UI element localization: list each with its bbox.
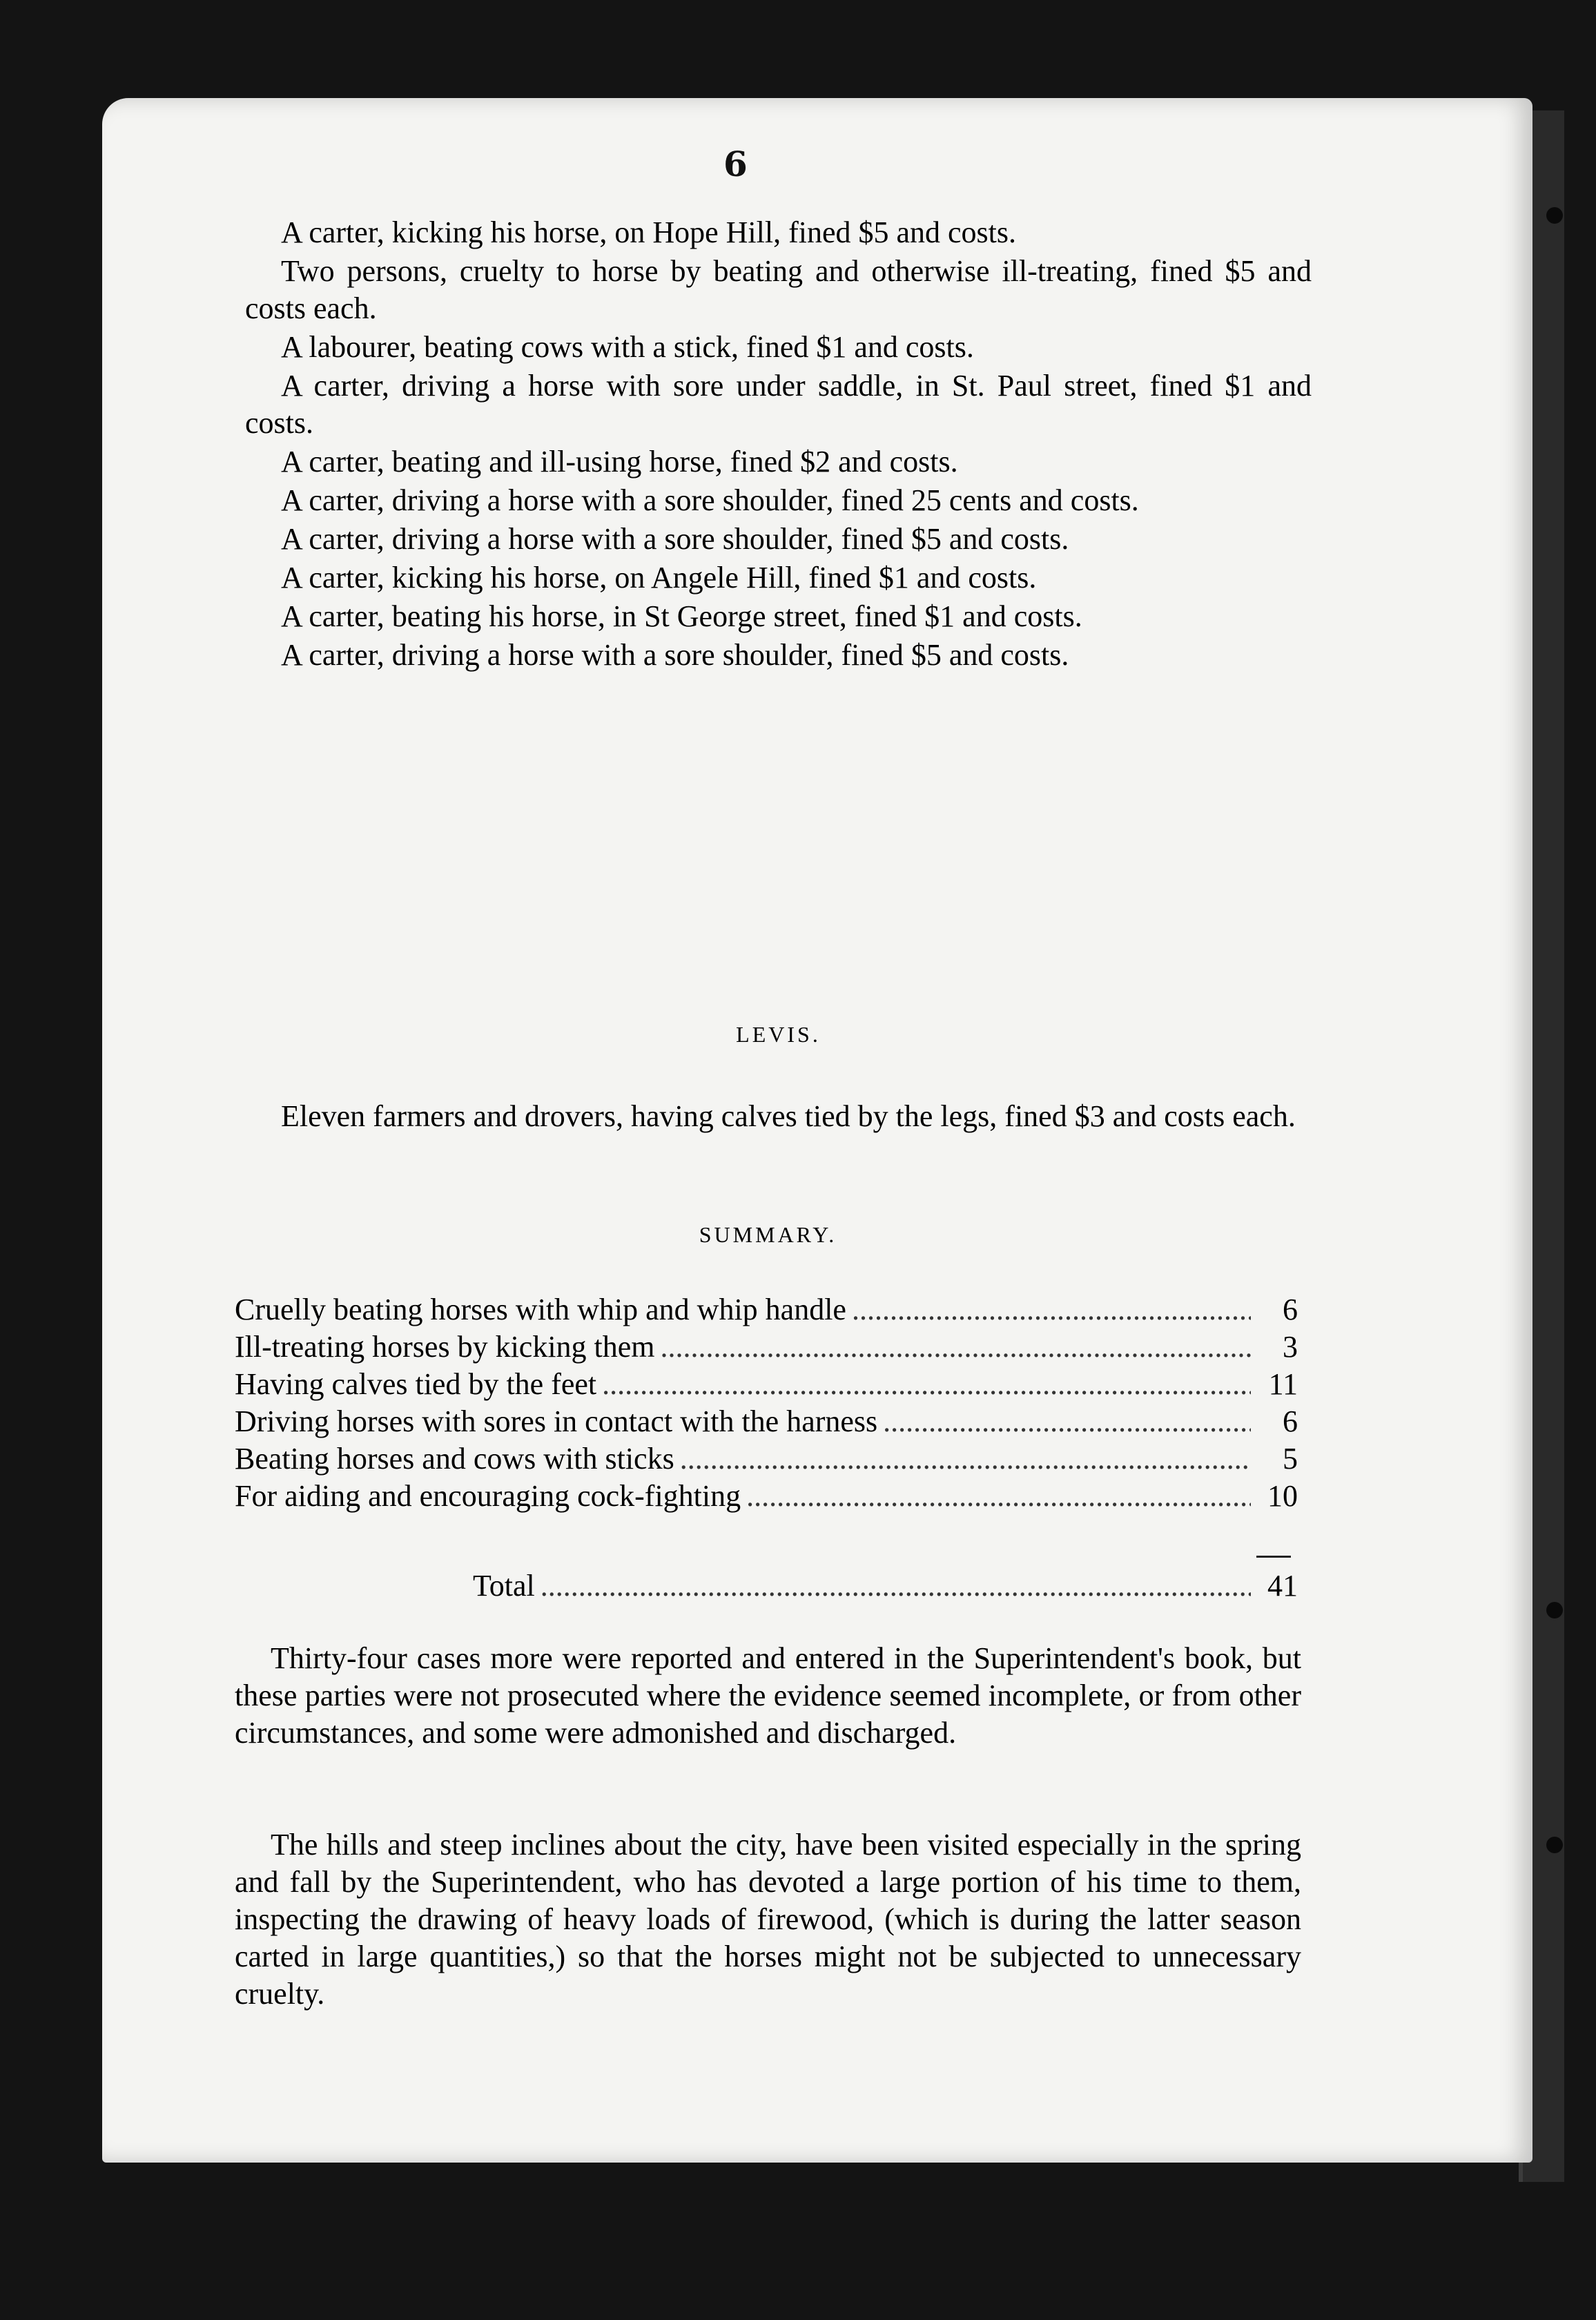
prosecution-entries	[245, 214, 1312, 675]
summary-row-label: Ill-treating horses by kicking them	[235, 1330, 655, 1364]
page-number: 6	[723, 144, 748, 184]
closing-paragraph: Thirty-four cases more were reported and entered in the Superintendent's book, but these parties were not prosecuted where the evidence seemed incomplete, or from other circumstances, and some were admonished and discharged.	[235, 1641, 1301, 1750]
levis-section	[245, 1098, 1312, 1137]
dot-leader	[602, 1366, 1251, 1403]
total-value: 41	[1267, 1569, 1298, 1603]
dot-leader	[852, 1291, 1251, 1328]
summary-row-value: 6	[1283, 1293, 1298, 1326]
summary-row-value: 3	[1283, 1330, 1298, 1364]
summary-row-value: 11	[1268, 1367, 1298, 1401]
summary-row	[235, 1440, 1298, 1478]
levis-paragraph: Eleven farmers and drovers, having calves tied by the legs, fined $3 and costs each.	[281, 1099, 1296, 1133]
summary-total-row	[473, 1567, 1298, 1605]
summary-row	[235, 1291, 1298, 1328]
summary-row-value: 10	[1267, 1479, 1298, 1513]
summary-row	[235, 1328, 1298, 1366]
entry-paragraph: A carter, driving a horse with a sore shoulder, fined $5 and costs.	[281, 522, 1069, 556]
entry-paragraph: A carter, beating his horse, in St George street, fined $1 and costs.	[281, 599, 1082, 633]
total-rule	[1256, 1556, 1291, 1558]
binding-holes	[1546, 207, 1567, 1933]
entry-paragraph: A carter, beating and ill-using horse, fined $2 and costs.	[281, 445, 958, 478]
summary-row	[235, 1478, 1298, 1515]
closing-section	[235, 1640, 1301, 1753]
summary-row-label: Beating horses and cows with sticks	[235, 1442, 674, 1476]
closing-section	[235, 1826, 1301, 2014]
dot-leader	[541, 1567, 1251, 1605]
binding-hole	[1546, 207, 1563, 224]
summary-row-label: For aiding and encouraging cock-fighting	[235, 1479, 741, 1513]
summary-table	[235, 1291, 1298, 1515]
entry-paragraph: A carter, driving a horse with sore under saddle, in St. Paul street, fined $1 and costs.	[245, 369, 1312, 440]
summary-row-label: Cruelly beating horses with whip and whip handle	[235, 1293, 846, 1326]
summary-row	[235, 1403, 1298, 1440]
total-label: Total	[473, 1569, 535, 1603]
binding-hole	[1546, 1837, 1563, 1853]
summary-row-value: 6	[1283, 1404, 1298, 1438]
summary-row	[235, 1366, 1298, 1403]
dot-leader	[746, 1478, 1251, 1515]
summary-row-label: Having calves tied by the feet	[235, 1367, 597, 1401]
entry-paragraph: A carter, driving a horse with a sore shoulder, fined 25 cents and costs.	[281, 483, 1139, 517]
closing-paragraph: The hills and steep inclines about the city, have been visited especially in the spring and fall by the Superintendent, who has devoted a large portion of his time to them, inspecting the drawing of heavy loads of firewood, (which is during the latter season carted in large quantities,) so that the horses might not be subjected to unnecessary cruelty.	[235, 1828, 1301, 2011]
entry-paragraph: A carter, driving a horse with a sore shoulder, fined $5 and costs.	[281, 638, 1069, 672]
levis-heading: LEVIS.	[736, 1022, 821, 1047]
entry-paragraph: A carter, kicking his horse, on Angele Hill, fined $1 and costs.	[281, 561, 1037, 594]
summary-row-label: Driving horses with sores in contact with the harness	[235, 1404, 878, 1438]
dot-leader	[680, 1440, 1251, 1478]
summary-heading: SUMMARY.	[699, 1222, 837, 1247]
entry-paragraph: Two persons, cruelty to horse by beating and otherwise ill-treating, fined $5 and costs each.	[245, 254, 1312, 325]
dot-leader	[661, 1328, 1251, 1366]
entry-paragraph: A carter, kicking his horse, on Hope Hill, fined $5 and costs.	[281, 215, 1017, 249]
entry-paragraph: A labourer, beating cows with a stick, fined $1 and costs.	[281, 330, 974, 364]
binding-hole	[1546, 1602, 1563, 1618]
dot-leader	[883, 1403, 1251, 1440]
summary-row-value: 5	[1283, 1442, 1298, 1476]
